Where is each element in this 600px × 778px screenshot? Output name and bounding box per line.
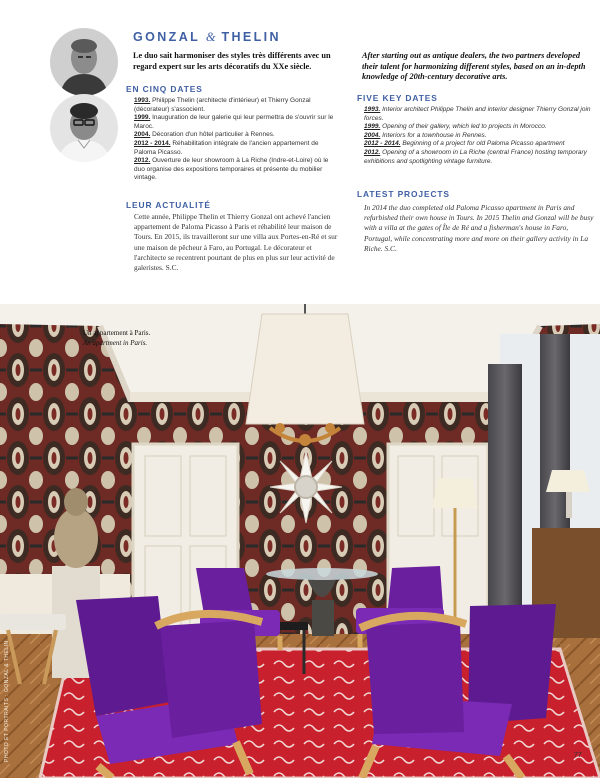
portrait-thierry-gonzal [50, 94, 118, 162]
title-gonzal: GONZAL [133, 30, 200, 44]
date-item: 2004. Décoration d'un hôtel particulier à Rennes. [134, 131, 275, 139]
heading-latest-projects: LATEST PROJECTS [357, 189, 450, 199]
dates-list-french [134, 97, 334, 183]
date-item: 1993. Philippe Thelin (architecte d'intérieur) et Thierry Gonzal (décorateur) s'associent. [134, 97, 311, 113]
dates-list-english [364, 106, 594, 166]
heading-en-cinq-dates: EN CINQ DATES [126, 84, 203, 94]
caption-english: An apartment in Paris. [83, 338, 148, 347]
caption-french: Un appartement à Paris. [83, 329, 151, 337]
date-item: 1999. Opening of their gallery, which led to projects in Morocco. [364, 123, 547, 131]
photo-credit: PHOTO ET PORTRAITS : GONZAL & THELIN [4, 640, 10, 762]
title-thelin: THELIN [221, 30, 281, 44]
intro-english: After starting out as antique dealers, the two partners developed their talent for harmonizing different styles, based on an in-depth knowledge of 20th-century decorative arts. [362, 51, 586, 82]
news-body-english: In 2014 the duo completed old Paloma Picasso apartment in Paris and refurbished their own house in Tours. In 2015 Thelin and Gonzal will be busy with a villa at the gates of Île de Ré and a fisherman's house in Faro, Portugal, while concentrating more and more on their gallery activity in La Riche. S.C. [364, 203, 594, 253]
date-item: 2012. Opening of a showroom in La Riche (central France) hosting temporary exhibitions and spotlighting vintage furniture. [364, 148, 587, 165]
date-item: 2012 - 2014. Réhabilitation intégrale de l'ancien appartement de Paloma Picasso. [134, 139, 319, 156]
page-number: 77 [574, 752, 582, 759]
date-item: 1993. Interior architect Philippe Thelin and interior designer Thierry Gonzal join forces. [364, 106, 591, 122]
interior-photo [0, 304, 600, 778]
title-ampersand: & [205, 30, 216, 44]
news-body-french: Cette année, Philippe Thelin et Thierry Gonzal ont achevé l'ancien appartement de Paloma Picasso à Paris et réhabilité leur maison de Tours. En 2015, ils travailleront sur une villa aux Portes-en-Ré et sur une maison de pêcheur à Faro, au Portugal. Le décorateur et l'architecte se recentrent pourtant de plus en plus sur leur activité de galeristes. S.C. [134, 212, 338, 273]
article-title [133, 30, 281, 45]
portrait-philippe-thelin [50, 28, 118, 96]
intro-french: Le duo sait harmoniser des styles très différents avec un regard expert sur les arts décoratifs du XXe siècle. [133, 51, 331, 71]
photo-caption [83, 329, 150, 348]
date-item: 1999. Inauguration de leur galerie qui leur permettra de s'ouvrir sur le Maroc. [134, 114, 334, 130]
heading-five-key-dates: FIVE KEY DATES [357, 93, 438, 103]
date-item: 2004. Interiors for a townhouse in Rennes. [364, 131, 487, 139]
heading-leur-actualite: LEUR ACTUALITÉ [126, 200, 211, 210]
date-item: 2012 - 2014. Beginning of a project for old Paloma Picasso apartment [364, 140, 565, 148]
date-item: 2012. Ouverture de leur showroom à La Riche (Indre-et-Loire) où le duo organise des expositions temporaires et présente du mobilier vintage. [134, 157, 329, 182]
